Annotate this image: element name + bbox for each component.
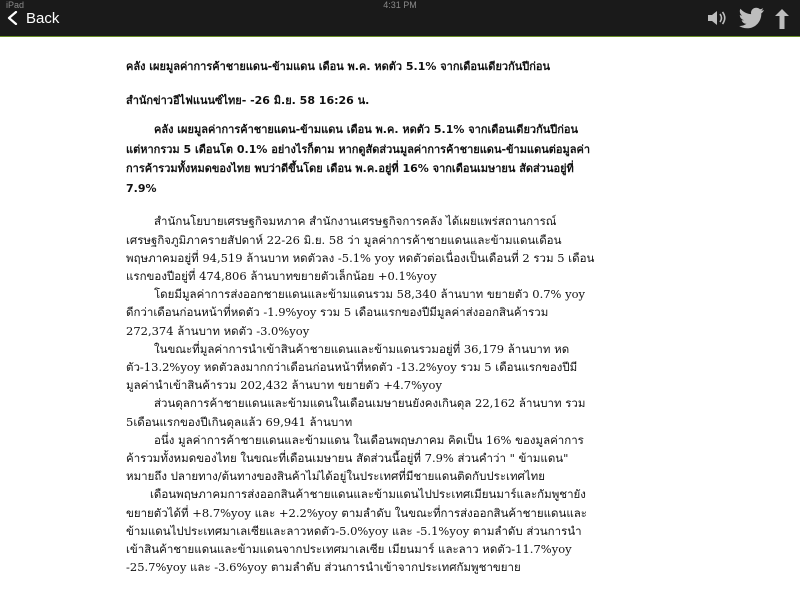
article-paragraph: ส่วนดุลการค้าชายแดนและข้ามแดนในเดือนเมษายนยังคงเกินดุล 22,162 ล้านบาท รวม 5เดือนแรกของปีเกินดุลแล้ว 69,941 ล้านบาท <box>126 396 586 429</box>
top-navigation-bar <box>0 0 800 37</box>
status-time: 4:31 PM <box>383 0 417 10</box>
article-paragraph: โดยมีมูลค่าการส่งออกชายแดนและข้ามแดนรวม 58,340 ล้านบาท ขยายตัว 0.7% yoy ดีกว่าเดือนก่อนหน้าที่หดตัว -1.9%yoy รวม 5 เดือนแรกของปีมีมูลค่าส่งออกสินค้ารวม 272,374 ล้านบาท หดตัว -3.0%yoy <box>126 287 586 338</box>
article-paragraph: สำนักนโยบายเศรษฐกิจมหภาค สำนักงานเศรษฐกิจการคลัง ได้เผยแพร่สถานการณ์เศรษฐกิจภูมิภาครายสัปดาห์ 22-26 มิ.ย. 58 ว่า มูลค่าการค้าชายแดนและข้ามแดนเดือนพฤษภาคมอยู่ที่ 94,519 ล้านบาท หดตัวลง -5.1% yoy หดตัวต่อเนื่องเป็นเดือนที่ 2 รวม 5 เดือนแรกของปีอยู่ที่ 474,806 ล้านบาทขยายตัวเล็กน้อย +0.1%yoy <box>126 214 595 284</box>
article-paragraph: เดือนพฤษภาคมการส่งออกสินค้าชายแดนและข้ามแดนไปประเทศเมียนมาร์และกัมพูชายังขยายตัวได้ที่ +8.7%yoy และ +2.2%yoy ตามลำดับ ในขณะที่การส่งออกสินค้าชายแดนและข้ามแดนไปประเทศมาเลเซียและลาวหดตัว-5.0%yoy และ -5.1%yoy ตามลำดับ ส่วนการนำเข้าสินค้าชายแดนและข้ามแดนจากประเทศมาเลเซีย เมียนมาร์ และลาว หดตัว-11.7%yoy -25.7%yoy และ -3.6%yoy ตามลำดับ ส่วนการนำเข้าจากประเทศกัมพูชาขยาย <box>126 487 587 575</box>
article-byline: สำนักข่าวอีไฟแนนซ์ไทย- -26 มิ.ย. 58 16:26 น. <box>126 94 370 108</box>
share-icon[interactable] <box>774 8 790 30</box>
speaker-icon[interactable] <box>706 8 728 28</box>
device-label: iPad <box>6 0 25 10</box>
back-arrow-icon <box>6 11 20 25</box>
article-paragraph: ในขณะที่มูลค่าการนำเข้าสินค้าชายแดนและข้ามแดนรวมอยู่ที่ 36,179 ล้านบาท หดตัว-13.2%yoy หดตัวลงมากกว่าเดือนก่อนหน้าที่หดตัว -13.2%yoy รวม 5 เดือนแรกของปีมีมูลค่านำเข้าสินค้ารวม 202,432 ล้านบาท ขยายตัว +4.7%yoy <box>126 341 578 393</box>
back-label: Back <box>26 9 60 27</box>
back-button[interactable] <box>6 7 59 29</box>
article-headline: คลัง เผยมูลค่าการค้าชายแดน-ข้ามแดน เดือน พ.ค. หดตัว 5.1% จากเดือนเดียวกันปีก่อน <box>126 60 551 73</box>
twitter-icon[interactable] <box>739 7 765 29</box>
article-lead: คลัง เผยมูลค่าการค้าชายแดน-ข้ามแดน เดือน พ.ค. หดตัว 5.1% จากเดือนเดียวกันปีก่อน แต่หากรวม 5 เดือนโต 0.1% อย่างไรก็ตาม หากดูสัดส่วนมูลค่าการค้าชายแดน-ข้ามแดนต่อมูลค่าการค้ารวมทั้งหมดของไทย พบว่าดีขึ้นโดย เดือน พ.ค.อยู่ที่ 16% จากเดือนเมษายน สัดส่วนอยู่ที่ 7.9% <box>126 123 591 195</box>
article-paragraph: อนึ่ง มูลค่าการค้าชายแดนและข้ามแดน ในเดือนพฤษภาคม คิดเป็น 16% ของมูลค่าการค้ารวมทั้งหมดของไทย ในขณะที่เดือนเมษายน สัดส่วนนี้อยู่ที่ 7.9% ส่วนคำว่า " ข้ามแดน" หมายถึง ปลายทาง/ต้นทางของสินค้าไม่ได้อยู่ในประเทศที่มีชายแดนติดกับประเทศไทย <box>126 432 584 484</box>
article-body <box>126 58 596 576</box>
